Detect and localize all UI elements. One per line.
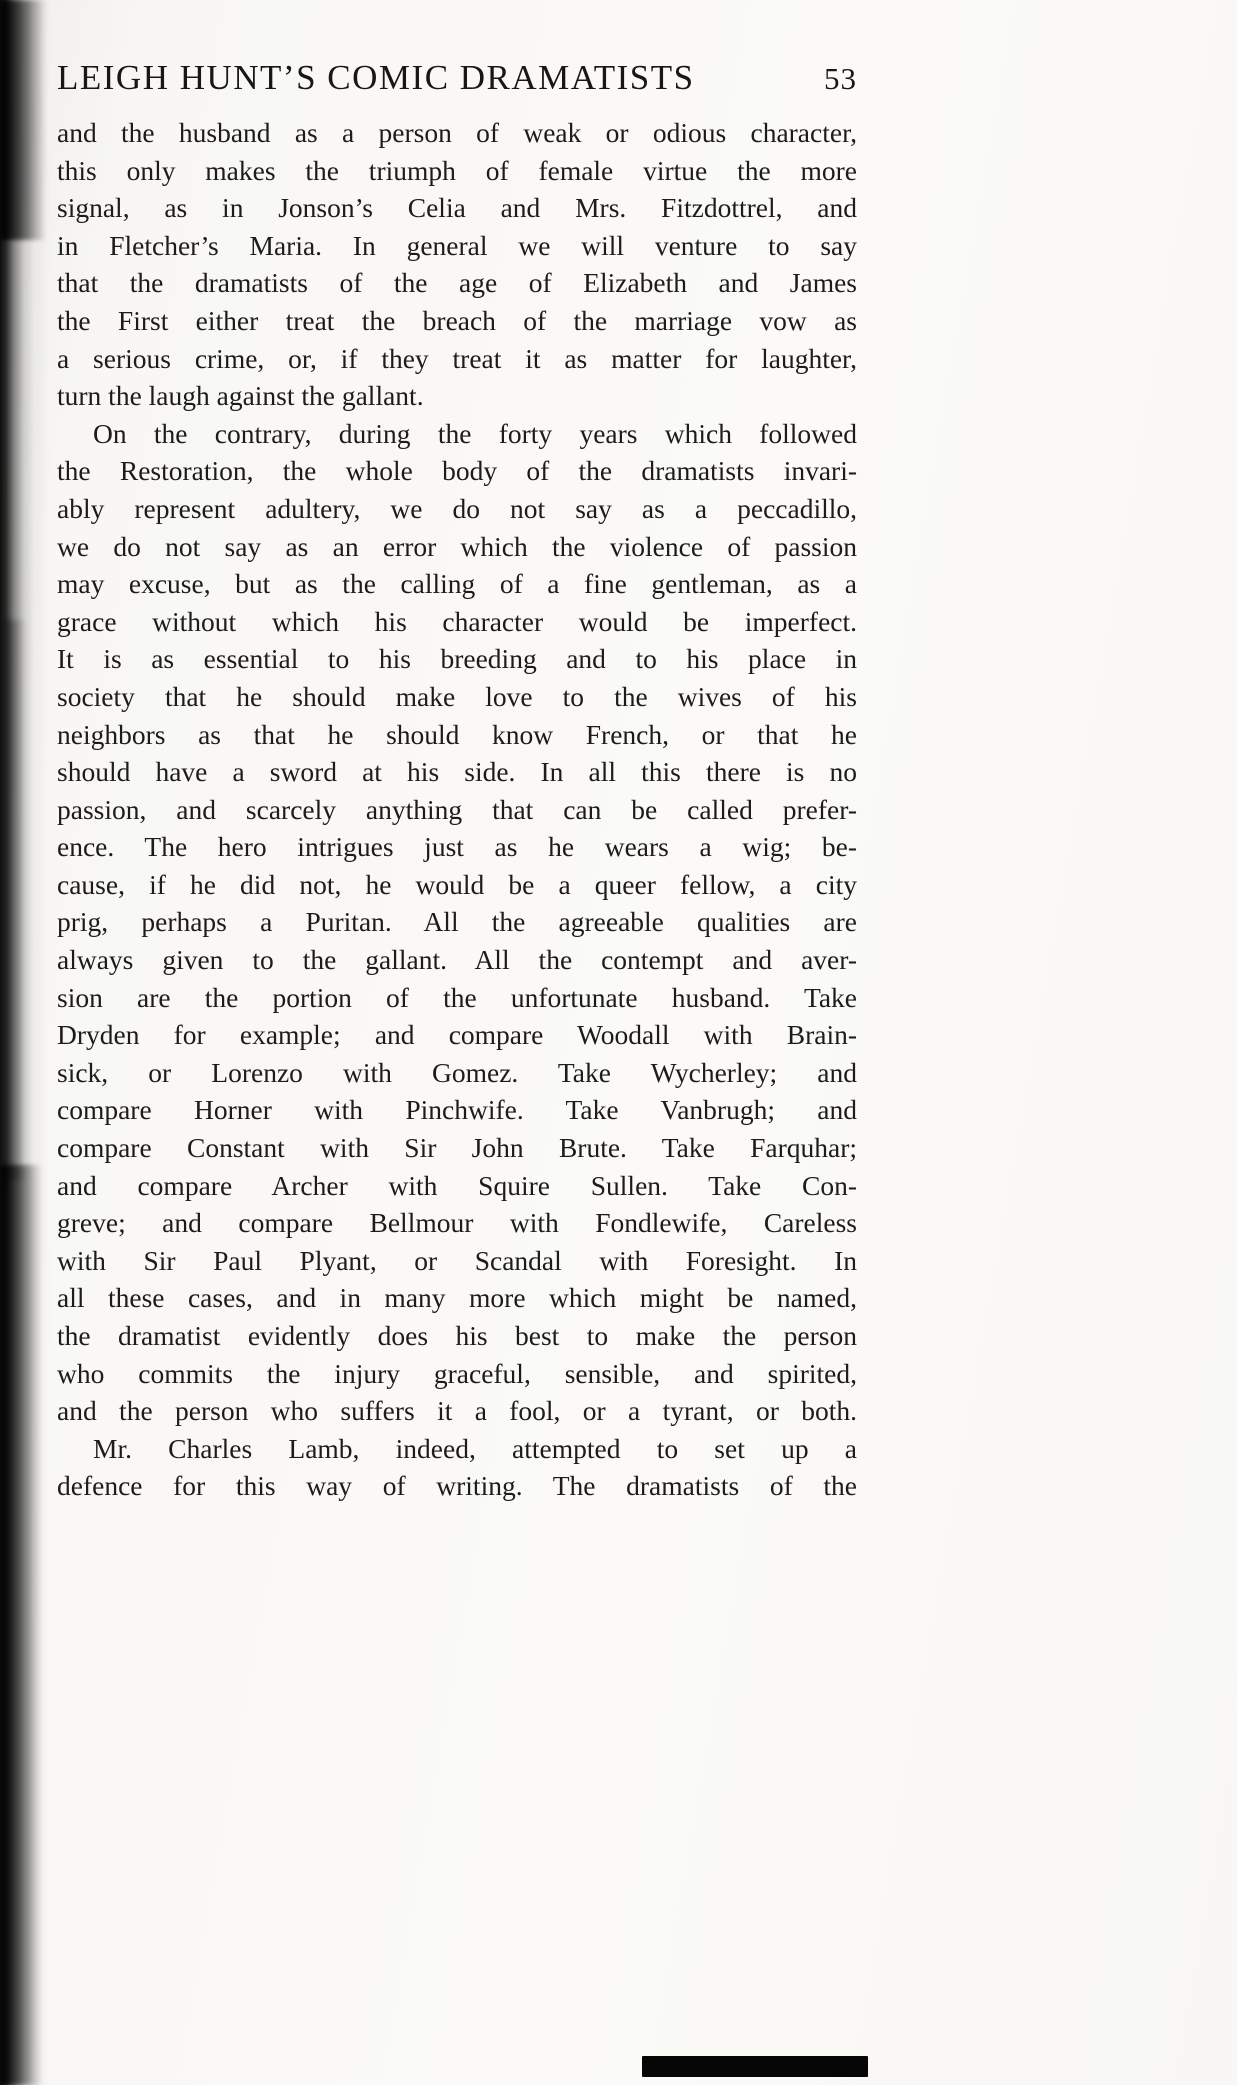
text-line: Mr. Charles Lamb, indeed, attempted to set up a <box>93 1432 857 1464</box>
text-line: signal, as in Jonson’s Celia and Mrs. Fitzdottrel, and <box>57 192 857 224</box>
text-line: and the person who suffers it a fool, or a tyrant, or both. <box>57 1395 857 1427</box>
page-number: 53 <box>824 61 857 96</box>
text-line: sick, or Lorenzo with Gomez. Take Wycherley; and <box>57 1056 857 1088</box>
text-line: ence. The hero intrigues just as he wears a wig; be- <box>57 831 857 863</box>
text-line: and the husband as a person of weak or odious character, <box>57 117 857 148</box>
text-line: cause, if he did not, he would be a queer fellow, a city <box>57 868 857 900</box>
text-line: the dramatist evidently does his best to make the person <box>57 1320 857 1351</box>
text-line: in Fletcher’s Maria. In general we will venture to say <box>57 229 857 261</box>
text-line: that the dramatists of the age of Elizabeth and James <box>57 267 857 299</box>
text-line: and compare Archer with Squire Sullen. Take Con- <box>57 1169 857 1201</box>
text-line: a serious crime, or, if they treat it as matter for laughter, <box>57 342 857 374</box>
page-text <box>57 114 857 1505</box>
binding-shadow <box>0 0 52 2085</box>
text-line: society that he should make love to the wives of his <box>57 680 857 712</box>
page-title: LEIGH HUNT’S COMIC DRAMATISTS <box>57 58 695 97</box>
text-line: ably represent adultery, we do not say as a peccadillo, <box>57 492 857 524</box>
text-line: the First either treat the breach of the marriage vow as <box>57 304 857 336</box>
text-line: may excuse, but as the calling of a fine gentleman, as a <box>57 568 857 600</box>
text-line: compare Horner with Pinchwife. Take Vanbrugh; and <box>57 1094 857 1126</box>
text-line: should have a sword at his side. In all this there is no <box>57 756 857 788</box>
text-line: this only makes the triumph of female virtue the more <box>57 154 857 186</box>
paragraph <box>57 1430 857 1505</box>
text-line: turn the laugh against the gallant. <box>57 380 424 412</box>
text-line: all these cases, and in many more which might be named, <box>57 1282 857 1314</box>
page-header <box>57 58 857 98</box>
paragraph <box>57 114 857 415</box>
text-line: always given to the gallant. All the contempt and aver- <box>57 944 857 976</box>
text-line: grace without which his character would be imperfect. <box>57 605 857 637</box>
text-block <box>57 58 857 1505</box>
text-line: Dryden for example; and compare Woodall with Brain- <box>57 1019 857 1051</box>
text-line: compare Constant with Sir John Brute. Take Farquhar; <box>57 1132 857 1164</box>
text-line: sion are the portion of the unfortunate husband. Take <box>57 981 857 1013</box>
text-line: prig, perhaps a Puritan. All the agreeable qualities are <box>57 906 857 938</box>
text-line: with Sir Paul Plyant, or Scandal with Foresight. In <box>57 1244 857 1276</box>
text-line: On the contrary, during the forty years which followed <box>93 417 857 449</box>
text-line: passion, and scarcely anything that can be called prefer- <box>57 793 857 825</box>
paragraph <box>57 415 857 1430</box>
text-line: greve; and compare Bellmour with Fondlewife, Careless <box>57 1207 857 1239</box>
text-line: neighbors as that he should know French, or that he <box>57 718 857 750</box>
text-line: the Restoration, the whole body of the dramatists invari- <box>57 455 857 487</box>
text-line: It is as essential to his breeding and to his place in <box>57 643 857 675</box>
text-line: defence for this way of writing. The dramatists of the <box>57 1470 857 1502</box>
scan-artifact-bar <box>642 2056 868 2077</box>
text-line: we do not say as an error which the violence of passion <box>57 530 857 562</box>
text-line: who commits the injury graceful, sensible, and spirited, <box>57 1357 857 1389</box>
binding-streak <box>0 620 30 1180</box>
